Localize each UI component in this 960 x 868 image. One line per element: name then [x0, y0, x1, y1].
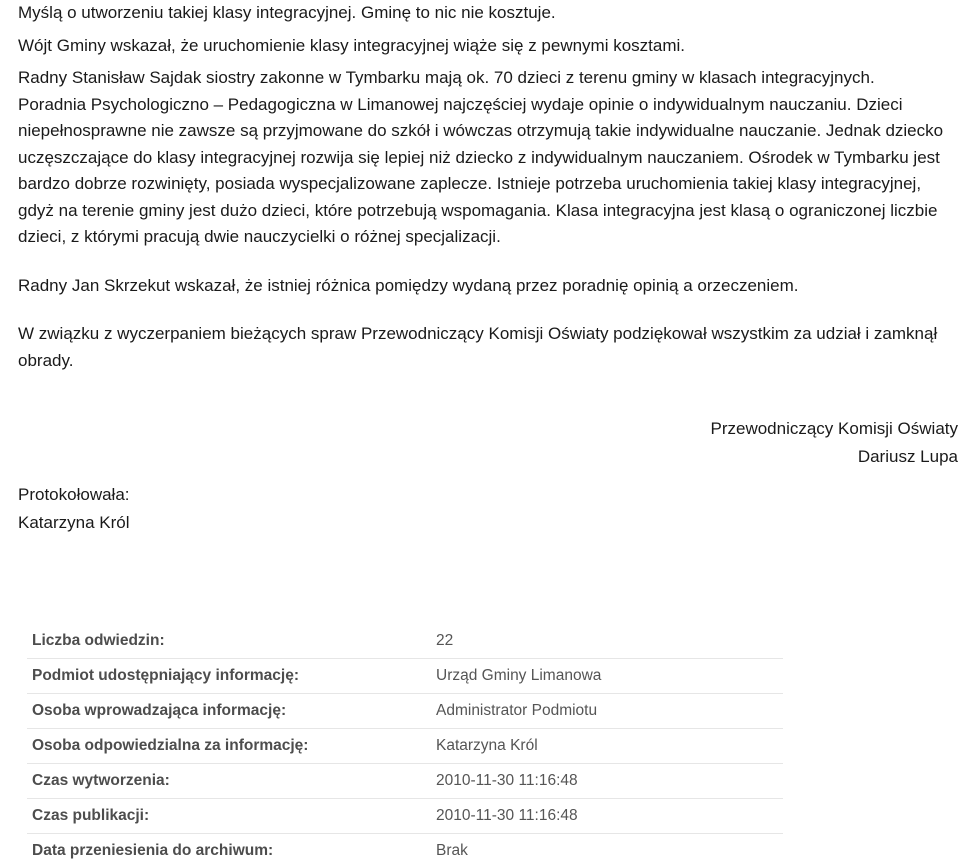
paragraph-3: Radny Stanisław Sajdak siostry zakonne w Tymbarku mają ok. 70 dzieci z terenu gminy w klasach integracyjnych. Poradnia Psychologiczno – Pedagogiczna w Limanowej najczęściej wydaje opinie o indywidualnym nauczaniu. Dzieci niepełnosprawne nie zawsze są przyjmowane do szkół i wówczas otrzymują takie indywidualne nauczanie. Jednak dziecko uczęszczające do klasy integracyjnej rozwija się lepiej niż dziecko z indywidualnym nauczaniem. Ośrodek w Tymbarku jest bardzo dobrze rozwinięty, posiada wyspecjalizowane zaplecze. Istnieje potrzeba uruchomienia takiej klasy integracyjnej, gdyż na terenie gminy jest dużo dzieci, które potrzebują wspomagania. Klasa integracyjna jest klasą o ograniczonej liczbie dzieci, z którymi pracują dwie nauczycielki o różnej specjalizacji.	[18, 68, 944, 246]
paragraph-4: Radny Jan Skrzekut wskazał, że istniej różnica pomiędzy wydaną przez poradnię opinią a orzeczeniem.	[18, 275, 799, 295]
metadata-row	[27, 834, 783, 868]
metadata-label: Czas publikacji:	[32, 807, 150, 824]
metadata-value: 2010-11-30 11:16:48	[436, 772, 578, 789]
protocol-label: Protokołowała:	[18, 485, 130, 504]
signature-role: Przewodniczący Komisji Oświaty	[710, 419, 958, 438]
metadata-row	[27, 624, 783, 659]
metadata-row	[27, 799, 783, 834]
paragraph-2: Wójt Gminy wskazał, że uruchomienie klasy integracyjnej wiąże się z pewnymi kosztami.	[18, 35, 686, 55]
metadata-table	[27, 624, 783, 868]
metadata-label: Liczba odwiedzin:	[32, 632, 165, 649]
metadata-value: Urząd Gminy Limanowa	[436, 667, 602, 684]
metadata-row	[27, 764, 783, 799]
metadata-label: Czas wytworzenia:	[32, 772, 170, 789]
paragraph-1: Myślą o utworzeniu takiej klasy integracyjnej. Gminę to nic nie kosztuje.	[18, 3, 556, 22]
metadata-value: Administrator Podmiotu	[436, 702, 598, 719]
metadata-row	[27, 659, 783, 694]
metadata-label: Osoba odpowiedzialna za informację:	[32, 737, 309, 754]
protocol-name: Katarzyna Król	[18, 513, 130, 532]
metadata-value: Katarzyna Król	[436, 737, 538, 754]
metadata-row	[27, 729, 783, 764]
document-body	[18, 0, 944, 374]
paragraph-5: W związku z wyczerpaniem bieżących spraw Przewodniczący Komisji Oświaty podziękował wszystkim za udział i zamknął obrady.	[18, 324, 938, 370]
signature-block	[710, 415, 958, 471]
signature-name: Dariusz Lupa	[857, 447, 958, 466]
metadata-label: Osoba wprowadzająca informację:	[32, 702, 287, 719]
metadata-row	[27, 694, 783, 729]
metadata-value: 2010-11-30 11:16:48	[436, 807, 578, 824]
metadata-value: 22	[436, 632, 454, 649]
metadata-value: Brak	[436, 842, 468, 859]
protocol-block	[18, 481, 130, 537]
metadata-label: Data przeniesienia do archiwum:	[32, 842, 274, 859]
metadata-label: Podmiot udostępniający informację:	[32, 667, 299, 684]
